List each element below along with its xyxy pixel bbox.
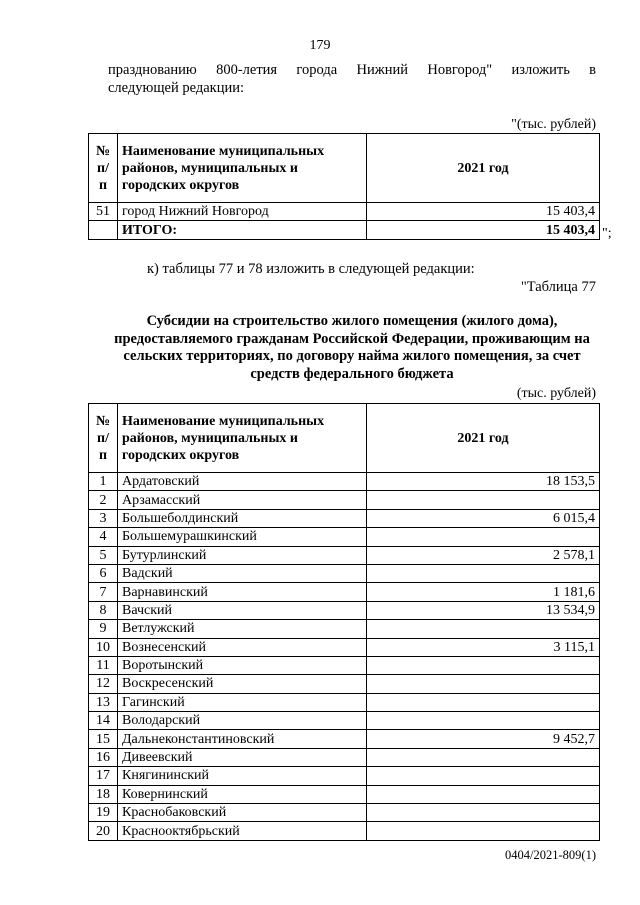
row-name: Воротынский (118, 656, 367, 674)
row-num: 4 (89, 528, 118, 546)
table-row (89, 203, 600, 221)
row-value (367, 656, 600, 674)
table1-header-num: № п/п (89, 134, 118, 203)
row-value: 9 452,7 (367, 730, 600, 748)
intro-text-line2: следующей редакции: (108, 80, 245, 96)
row-value (367, 564, 600, 582)
row-value: 18 153,5 (367, 473, 600, 491)
table2-units: (тыс. рублей) (516, 386, 596, 401)
row-value: 2 578,1 (367, 546, 600, 564)
row-num: 19 (89, 804, 118, 822)
row-value: 15 403,4 (367, 203, 600, 221)
table1-closing-quote: "; (602, 226, 612, 241)
table-row (89, 804, 600, 822)
table1-total-row (89, 221, 600, 239)
row-num: 6 (89, 564, 118, 582)
item-k-text: к) таблицы 77 и 78 изложить в следующей редакции: (147, 261, 475, 277)
row-name: Воскресенский (118, 675, 367, 693)
footer-code: 0404/2021-809(1) (505, 848, 596, 862)
table-2 (88, 403, 600, 841)
table2-header-year: 2021 год (367, 404, 600, 473)
row-value (367, 804, 600, 822)
row-num: 12 (89, 675, 118, 693)
row-num: 20 (89, 822, 118, 840)
row-name: Володарский (118, 712, 367, 730)
row-num: 17 (89, 767, 118, 785)
table-row (89, 693, 600, 711)
row-name: Большемурашкинский (118, 528, 367, 546)
row-name: Арзамасский (118, 491, 367, 509)
row-value: 3 115,1 (367, 638, 600, 656)
row-value (367, 767, 600, 785)
row-value: 6 015,4 (367, 509, 600, 527)
row-name: Вадский (118, 564, 367, 582)
row-name: Дальнеконстантиновский (118, 730, 367, 748)
row-value (367, 528, 600, 546)
row-num: 13 (89, 693, 118, 711)
row-name: город Нижний Новгород (118, 203, 367, 221)
table-row (89, 822, 600, 840)
row-num: 9 (89, 620, 118, 638)
table-row (89, 730, 600, 748)
table2-header-num: № п/п (89, 404, 118, 473)
table-row (89, 620, 600, 638)
table2-body (89, 473, 600, 841)
row-num: 11 (89, 656, 118, 674)
table-row (89, 767, 600, 785)
row-num: 8 (89, 601, 118, 619)
row-value (367, 822, 600, 840)
row-value (367, 712, 600, 730)
page-number: 179 (309, 38, 331, 53)
row-name: Варнавинский (118, 583, 367, 601)
row-name: Ветлужский (118, 620, 367, 638)
row-value (367, 675, 600, 693)
row-value (367, 693, 600, 711)
row-num: 7 (89, 583, 118, 601)
row-num: 5 (89, 546, 118, 564)
table-row (89, 601, 600, 619)
total-label: ИТОГО: (118, 221, 367, 239)
table-row (89, 748, 600, 766)
row-name: Бутурлинский (118, 546, 367, 564)
table1-units: "(тыс. рублей) (511, 117, 596, 132)
row-name: Краснооктябрьский (118, 822, 367, 840)
table-row (89, 546, 600, 564)
row-num: 14 (89, 712, 118, 730)
row-name: Ардатовский (118, 473, 367, 491)
row-value: 13 534,9 (367, 601, 600, 619)
table2-header-name: Наименование муниципальных районов, муниципальных и городских округов (118, 404, 367, 473)
row-num: 51 (89, 203, 118, 221)
table2-header-row (89, 404, 600, 473)
table1-header-row (89, 134, 600, 203)
intro-text-line1: празднованию 800-летия города Нижний Новгород" изложить в (108, 62, 596, 78)
row-value (367, 748, 600, 766)
table-row (89, 656, 600, 674)
row-num: 10 (89, 638, 118, 656)
table-row (89, 528, 600, 546)
table-1 (88, 133, 600, 240)
table-row (89, 638, 600, 656)
row-name: Вачский (118, 601, 367, 619)
row-name: Княгининский (118, 767, 367, 785)
row-value (367, 620, 600, 638)
table-row (89, 509, 600, 527)
row-name: Вознесенский (118, 638, 367, 656)
table-row (89, 583, 600, 601)
row-name: Гагинский (118, 693, 367, 711)
table-row (89, 712, 600, 730)
table-row (89, 564, 600, 582)
row-value (367, 491, 600, 509)
row-name: Большеболдинский (118, 509, 367, 527)
row-num: 3 (89, 509, 118, 527)
table-row (89, 675, 600, 693)
row-num: 18 (89, 785, 118, 803)
row-value: 1 181,6 (367, 583, 600, 601)
table-77-label: "Таблица 77 (520, 279, 596, 295)
row-num: 15 (89, 730, 118, 748)
total-num-cell (89, 221, 118, 239)
table-row (89, 473, 600, 491)
total-value: 15 403,4 (367, 221, 600, 239)
row-num: 1 (89, 473, 118, 491)
table1-header-name: Наименование муниципальных районов, муниципальных и городских округов (118, 134, 367, 203)
row-name: Дивеевский (118, 748, 367, 766)
table-row (89, 785, 600, 803)
table-row (89, 491, 600, 509)
table2-title: Субсидии на строительство жилого помещения (жилого дома), предоставляемого гражданам Российской Федерации, проживающим на сельских территориях, по договору найма жилого помещения, за счет средств федерального бюджета (114, 313, 590, 382)
row-value (367, 785, 600, 803)
table1-header-year: 2021 год (367, 134, 600, 203)
row-name: Краснобаковский (118, 804, 367, 822)
row-name: Ковернинский (118, 785, 367, 803)
row-num: 16 (89, 748, 118, 766)
row-num: 2 (89, 491, 118, 509)
